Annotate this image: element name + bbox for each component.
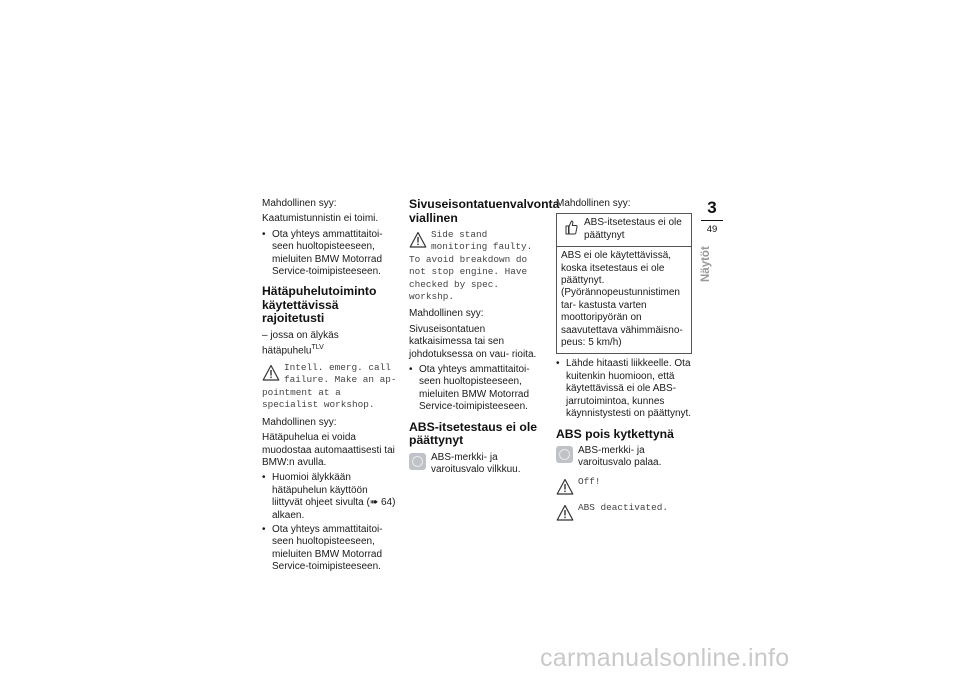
chapter-number: 3 [707, 198, 717, 217]
column-3 [556, 198, 692, 528]
column-2 [409, 197, 560, 483]
bullet-item: • Ota yhteys ammattitaitoi- seen huoltopisteeseen, mieluiten BMW Motorrad Service-toimipisteeseen. [262, 229, 398, 279]
warning-triangle-icon [556, 504, 574, 522]
bullet-item: • Ota yhteys ammattitaitoi- seen huoltopisteeseen, mieluiten BMW Motorrad Service-toimipisteeseen. [262, 524, 398, 574]
display-message: Off! [578, 475, 601, 487]
cause-label: Mahdollinen syy: [262, 198, 337, 209]
watermark: carmanualsonline.info [540, 644, 790, 672]
bullet-item: • Ota yhteys ammattitaitoi- seen huoltopisteeseen, mieluiten BMW Motorrad Service-toimipisteeseen. [409, 364, 545, 414]
section-title: Näytöt [700, 246, 712, 282]
info-box-title: ABS-itsetestaus ei ole päättynyt [584, 217, 682, 241]
warning-triangle-icon [262, 364, 280, 382]
cause-text: Kaatumistunnistin ei toimi. [262, 213, 379, 225]
thumbs-up-icon [564, 219, 578, 235]
cause-label: Mahdollinen syy: [409, 308, 484, 320]
section-heading: Hätäpuhelutoiminto käytettävissä rajoitetusti [262, 284, 377, 326]
abs-indicator-text: ABS-merkki- ja varoitusvalo palaa. [578, 445, 662, 469]
abs-lamp-icon [409, 453, 426, 470]
display-message: Side stand monitoring faulty. To avoid breakdown do not stop engine. Have checked by spec. workshp. [409, 229, 533, 303]
warning-triangle-icon [556, 478, 574, 496]
chapter-tab [699, 198, 725, 235]
bullet-item: • Huomioi älykkään hätäpuhelun käyttöön liittyvät ohjeet sivulta (➠ 64) alkaen. [262, 472, 398, 522]
abs-indicator-text: ABS-merkki- ja varoitusvalo vilkkuu. [431, 451, 521, 476]
divider [701, 220, 723, 221]
info-box-body: ABS ei ole käytettävissä, koska itsetestaus ei ole päättynyt. (Pyörännopeustunnistimen tar- kastusta varten moottoripyörän on saavutettava vähimmäisno- peus: 5 km/h) [561, 250, 683, 349]
abs-indicator-row [556, 445, 692, 470]
section-heading: ABS pois kytkettynä [556, 426, 674, 441]
warning-message [262, 362, 398, 412]
info-box-header [557, 214, 691, 247]
cause-label: Mahdollinen syy: [556, 198, 631, 209]
display-message: ABS deactivated. [578, 501, 669, 513]
info-box [556, 213, 692, 354]
cause-label: Mahdollinen syy: [262, 416, 337, 428]
column-1 [262, 198, 398, 576]
bullet-item: • Lähde hitaasti liikkeelle. Ota kuitenkin huomioon, että käytettävissä ei ole ABS-jarrutoimintoa, kunnes käynnistystesti on päättynyt. [556, 358, 692, 420]
abs-lamp-icon [556, 446, 573, 463]
abs-indicator-row [409, 452, 545, 477]
cause-text: Hätäpuhelua ei voida muodostaa automaattisesti tai BMW:n avulla. [262, 432, 395, 468]
warning-triangle-icon [409, 231, 427, 249]
intro-text: – jossa on älykäs hätäpuhelu$^{TLV}$ [262, 329, 339, 357]
page-number: 49 [706, 224, 718, 235]
section-heading: Sivuseisontatuenvalvonta viallinen [409, 197, 560, 225]
warning-message [556, 502, 692, 523]
display-message: Intell. emerg. call failure. Make an ap- pointment at a specialist workshop. [262, 362, 397, 411]
section-heading: ABS-itsetestaus ei ole päättynyt [409, 419, 538, 448]
cause-text: Sivuseisontatuen katkaisimessa tai sen johdotuksessa on vau- rioita. [409, 323, 537, 360]
warning-message [409, 229, 545, 303]
warning-message [556, 476, 692, 497]
tlv-superscript: TLV [311, 344, 324, 352]
